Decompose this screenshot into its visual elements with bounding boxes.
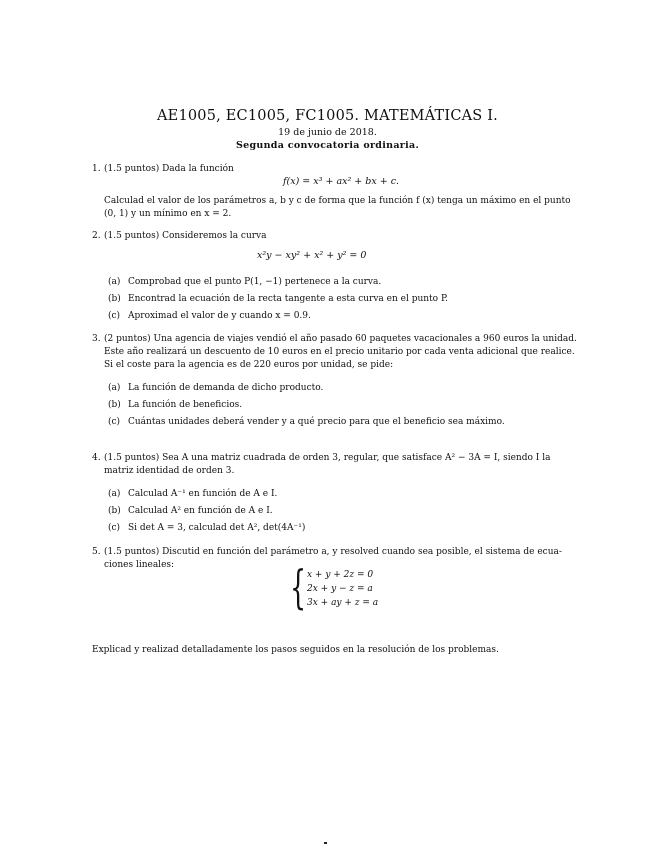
problem-2-item-c-label: (c) <box>108 311 121 321</box>
problem-3-text-line-2: Este año realizará un descuento de 10 euros en el precio unitario por cada venta adicional que realice. <box>104 347 575 357</box>
problem-4-item-c-label: (c) <box>108 523 121 533</box>
problem-4-item-a-text: Calculad A⁻¹ en función de A e I. <box>128 489 278 499</box>
system-brace: { <box>290 560 307 614</box>
problem-3-item-b-text: La función de beneficios. <box>128 400 243 410</box>
footer-instructions: Explicad y realizad detalladamente los pasos seguidos en la resolución de los problemas. <box>92 645 499 655</box>
problem-1-number: 1. <box>92 164 101 174</box>
problem-2-item-b-label: (b) <box>108 294 121 304</box>
page-mark <box>324 842 327 844</box>
problem-3-item-b-label: (b) <box>108 400 121 410</box>
system-equation-1: x + y + 2z = 0 <box>307 570 374 580</box>
problem-5-number: 5. <box>92 547 101 557</box>
problem-5-text-line-1: (1.5 puntos) Discutid en función del parámetro a, y resolved cuando sea posible, el sistema de ecua- <box>104 547 562 557</box>
problem-3-item-c-text: Cuántas unidades deberá vender y a qué precio para que el beneficio sea máximo. <box>128 417 505 427</box>
problem-5-text-line-2: ciones lineales: <box>104 560 175 570</box>
exam-subtitle: Segunda convocatoria ordinaria. <box>235 140 420 151</box>
problem-1-intro: (1.5 puntos) Dada la función <box>104 164 234 174</box>
problem-1-text-line-2: (0, 1) y un mínimo en x = 2. <box>104 209 232 219</box>
problem-2-intro: (1.5 puntos) Consideremos la curva <box>104 231 267 241</box>
problem-3-item-a-label: (a) <box>108 383 121 393</box>
problem-2-equation: x²y − xy² + x² + y² = 0 <box>257 250 367 261</box>
problem-4-text-line-2: matriz identidad de orden 3. <box>104 466 235 476</box>
problem-2-item-a-label: (a) <box>108 277 121 287</box>
problem-4-item-b-text: Calculad A² en función de A e I. <box>128 506 273 516</box>
exam-title: AE1005, EC1005, FC1005. MATEMÁTICAS I. <box>156 108 498 124</box>
problem-4-number: 4. <box>92 453 101 463</box>
problem-3-number: 3. <box>92 334 101 344</box>
problem-4-item-a-label: (a) <box>108 489 121 499</box>
problem-2-number: 2. <box>92 231 101 241</box>
problem-4-item-b-label: (b) <box>108 506 121 516</box>
problem-3-item-c-label: (c) <box>108 417 121 427</box>
system-equation-2: 2x + y − z = a <box>307 584 373 594</box>
problem-3-item-a-text: La función de demanda de dicho producto. <box>128 383 324 393</box>
problem-4-item-c-text: Si det A = 3, calculad det A², det(4A⁻¹) <box>128 523 306 533</box>
problem-2-item-c-text: Aproximad el valor de y cuando x = 0.9. <box>128 311 311 321</box>
problem-4-text-line-1: (1.5 puntos) Sea A una matriz cuadrada de orden 3, regular, que satisface A² − 3A = I, siendo I la <box>104 453 551 463</box>
problem-3-text-line-1: (2 puntos) Una agencia de viajes vendió el año pasado 60 paquetes vacacionales a 960 euros la unidad. <box>104 334 577 344</box>
exam-date: 19 de junio de 2018. <box>278 127 377 138</box>
problem-1-text-line-1: Calculad el valor de los parámetros a, b y c de forma que la función f (x) tenga un máximo en el punto <box>104 196 571 206</box>
problem-2-item-b-text: Encontrad la ecuación de la recta tangente a esta curva en el punto P. <box>128 294 449 304</box>
problem-3-text-line-3: Si el coste para la agencia es de 220 euros por unidad, se pide: <box>104 360 394 370</box>
problem-1-equation: f(x) = x³ + ax² + bx + c. <box>283 176 400 187</box>
problem-2-item-a-text: Comprobad que el punto P(1, −1) pertenece a la curva. <box>128 277 382 287</box>
system-equation-3: 3x + ay + z = a <box>307 598 379 608</box>
